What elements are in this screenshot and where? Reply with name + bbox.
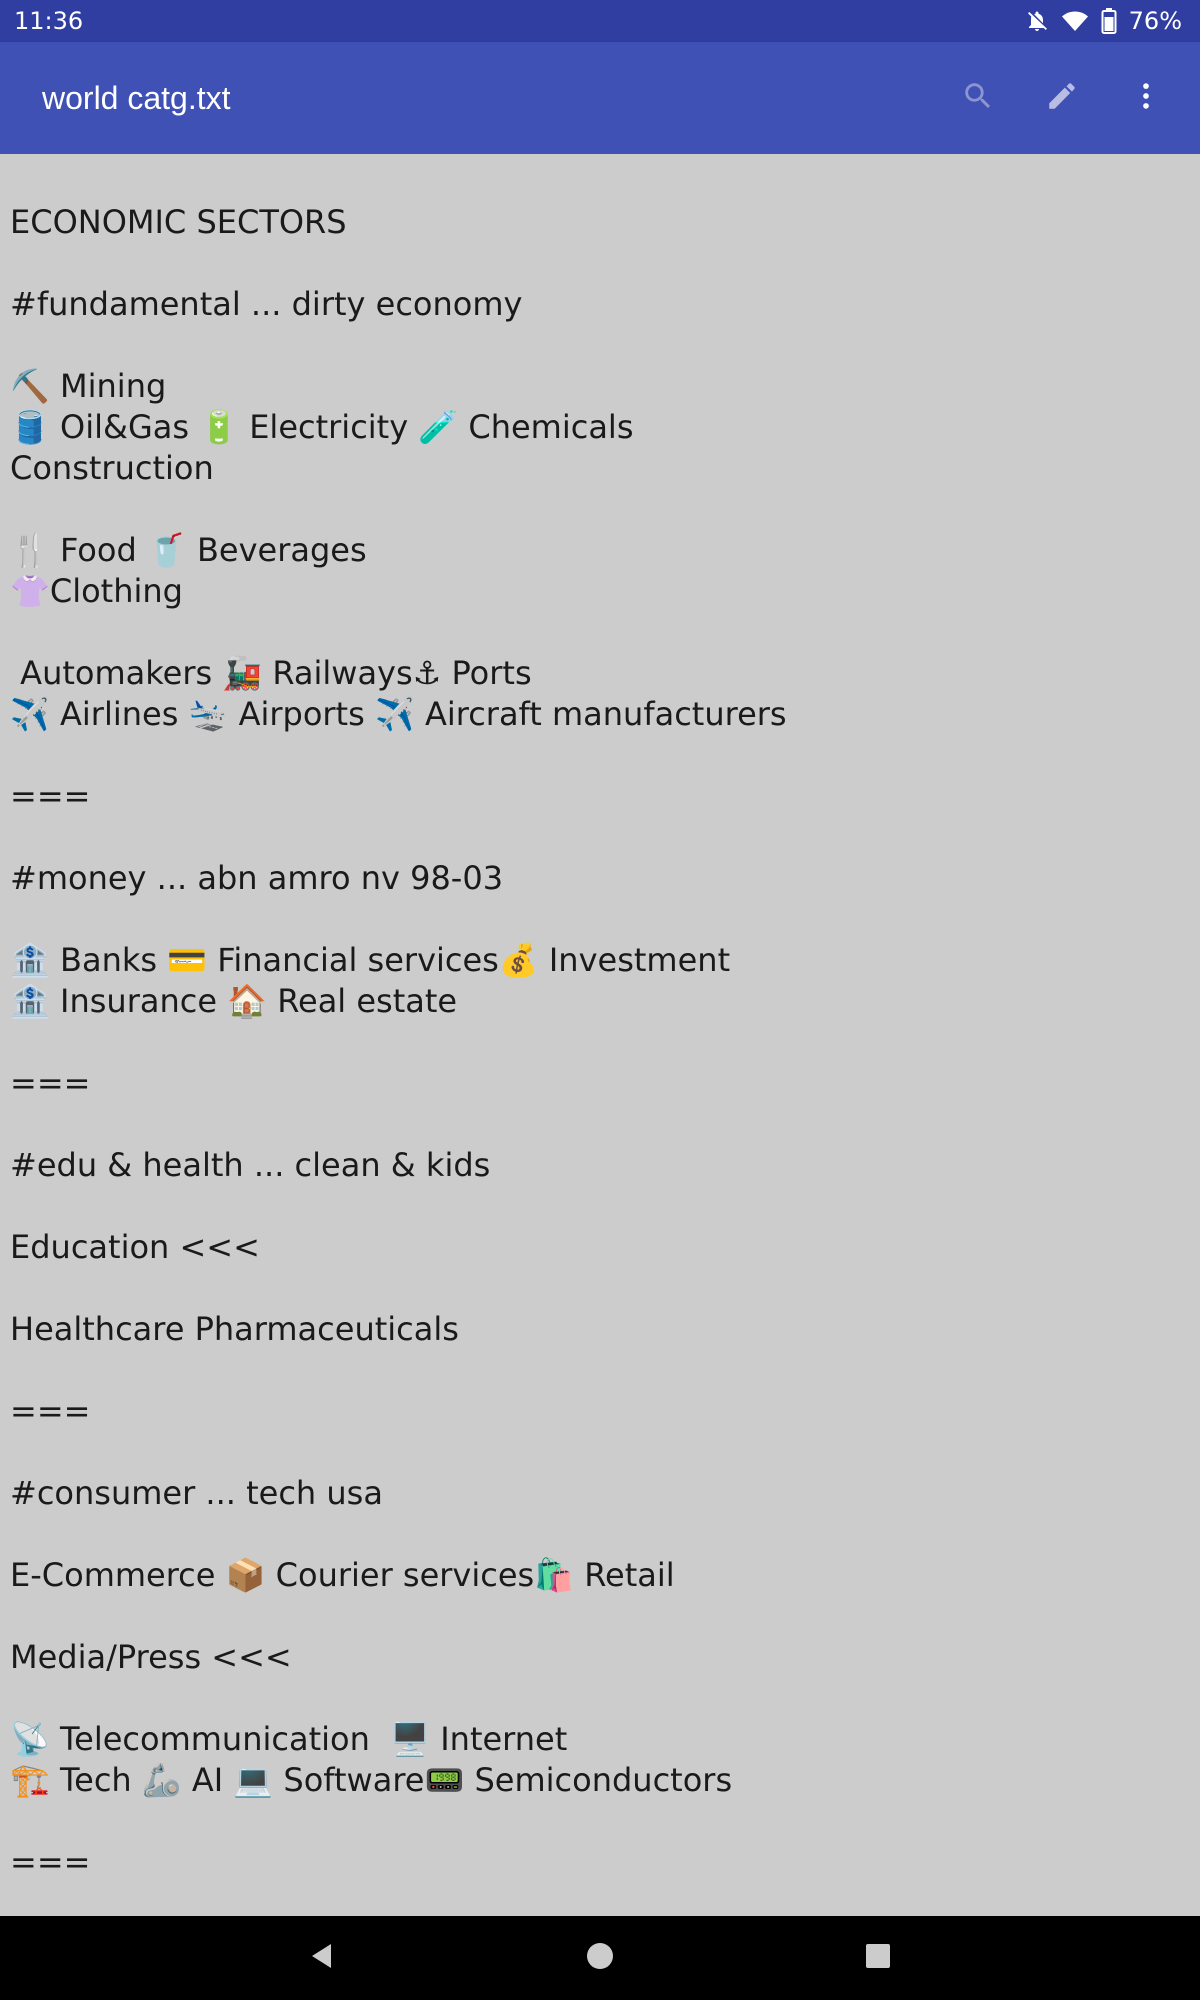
edit-button[interactable] bbox=[1034, 70, 1090, 126]
document-line: ✈️ Airlines 🛬 Airports ✈️ Aircraft manufacturers bbox=[10, 695, 787, 733]
status-bar bbox=[0, 0, 1200, 42]
status-icons bbox=[1025, 7, 1182, 35]
document-line: 📡 Telecommunication 🖥️ Internet bbox=[10, 1720, 568, 1758]
document-line bbox=[10, 1022, 1190, 1063]
back-icon bbox=[307, 1941, 337, 1975]
document-line: Construction bbox=[10, 449, 214, 487]
recents-icon bbox=[863, 1941, 893, 1975]
app-bar bbox=[0, 42, 1200, 154]
document-line bbox=[10, 1801, 1190, 1842]
document-line bbox=[10, 1350, 1190, 1391]
document-line bbox=[10, 817, 1190, 858]
document-line: #fundamental ... dirty economy bbox=[10, 285, 523, 323]
document-line: 🍴 Food 🥤 Beverages bbox=[10, 531, 367, 569]
battery-percent: 76% bbox=[1128, 7, 1182, 35]
document-line bbox=[10, 1432, 1190, 1473]
document-line: #edu & health ... clean & kids bbox=[10, 1146, 491, 1184]
home-button[interactable] bbox=[576, 1934, 624, 1982]
document-line: #money ... abn amro nv 98-03 bbox=[10, 859, 504, 897]
document-line: Media/Press <<< bbox=[10, 1638, 292, 1676]
document-line: 🛢️ Oil&Gas 🔋 Electricity 🧪 Chemicals bbox=[10, 408, 634, 446]
document-line bbox=[10, 1678, 1190, 1719]
document-line bbox=[10, 1104, 1190, 1145]
home-icon bbox=[585, 1941, 615, 1975]
document-line: Education <<< bbox=[10, 1228, 260, 1266]
document-line: === bbox=[10, 1064, 91, 1102]
file-title: world catg.txt bbox=[42, 79, 231, 116]
back-button[interactable] bbox=[298, 1934, 346, 1982]
document-line bbox=[10, 1514, 1190, 1555]
navigation-bar bbox=[0, 1916, 1200, 2000]
recents-button[interactable] bbox=[854, 1934, 902, 1982]
document-line: ⛏️ Mining bbox=[10, 367, 167, 405]
document-line: === bbox=[10, 1843, 91, 1881]
document-line bbox=[10, 243, 1190, 284]
document-line bbox=[10, 1596, 1190, 1637]
document-line bbox=[10, 735, 1190, 776]
document-line bbox=[10, 1186, 1190, 1227]
status-time: 11:36 bbox=[14, 7, 84, 35]
more-vert-icon bbox=[1129, 79, 1163, 117]
document-line: ECONOMIC SECTORS bbox=[10, 203, 347, 241]
document-line bbox=[10, 325, 1190, 366]
notifications-off-icon bbox=[1025, 9, 1049, 33]
document-line bbox=[10, 489, 1190, 530]
document-line: 🏦 Banks 💳 Financial services💰 Investment bbox=[10, 941, 731, 979]
document-line: Healthcare Pharmaceuticals bbox=[10, 1310, 459, 1348]
document-line: 🏗️ Tech 🦾 AI 💻 Software📟 Semiconductors bbox=[10, 1761, 733, 1799]
document-line bbox=[10, 612, 1190, 653]
document-line: 🏦 Insurance 🏠 Real estate bbox=[10, 982, 458, 1020]
document-line: 👚Clothing bbox=[10, 572, 183, 610]
search-button[interactable] bbox=[950, 70, 1006, 126]
app-actions bbox=[950, 70, 1174, 126]
document-line: === bbox=[10, 777, 91, 815]
document-line: #consumer ... tech usa bbox=[10, 1474, 383, 1512]
more-options-button[interactable] bbox=[1118, 70, 1174, 126]
search-icon bbox=[961, 79, 995, 117]
document-line bbox=[10, 1268, 1190, 1309]
document-content[interactable] bbox=[0, 154, 1200, 1916]
document-line: E-Commerce 📦 Courier services🛍️ Retail bbox=[10, 1556, 675, 1594]
battery-icon bbox=[1101, 8, 1117, 34]
document-lines bbox=[10, 202, 1190, 1883]
wifi-icon bbox=[1061, 9, 1089, 33]
document-line bbox=[10, 899, 1190, 940]
document-line: === bbox=[10, 1392, 91, 1430]
document-line: Automakers 🚂 Railways⚓ Ports bbox=[10, 654, 532, 692]
edit-icon bbox=[1045, 79, 1079, 117]
